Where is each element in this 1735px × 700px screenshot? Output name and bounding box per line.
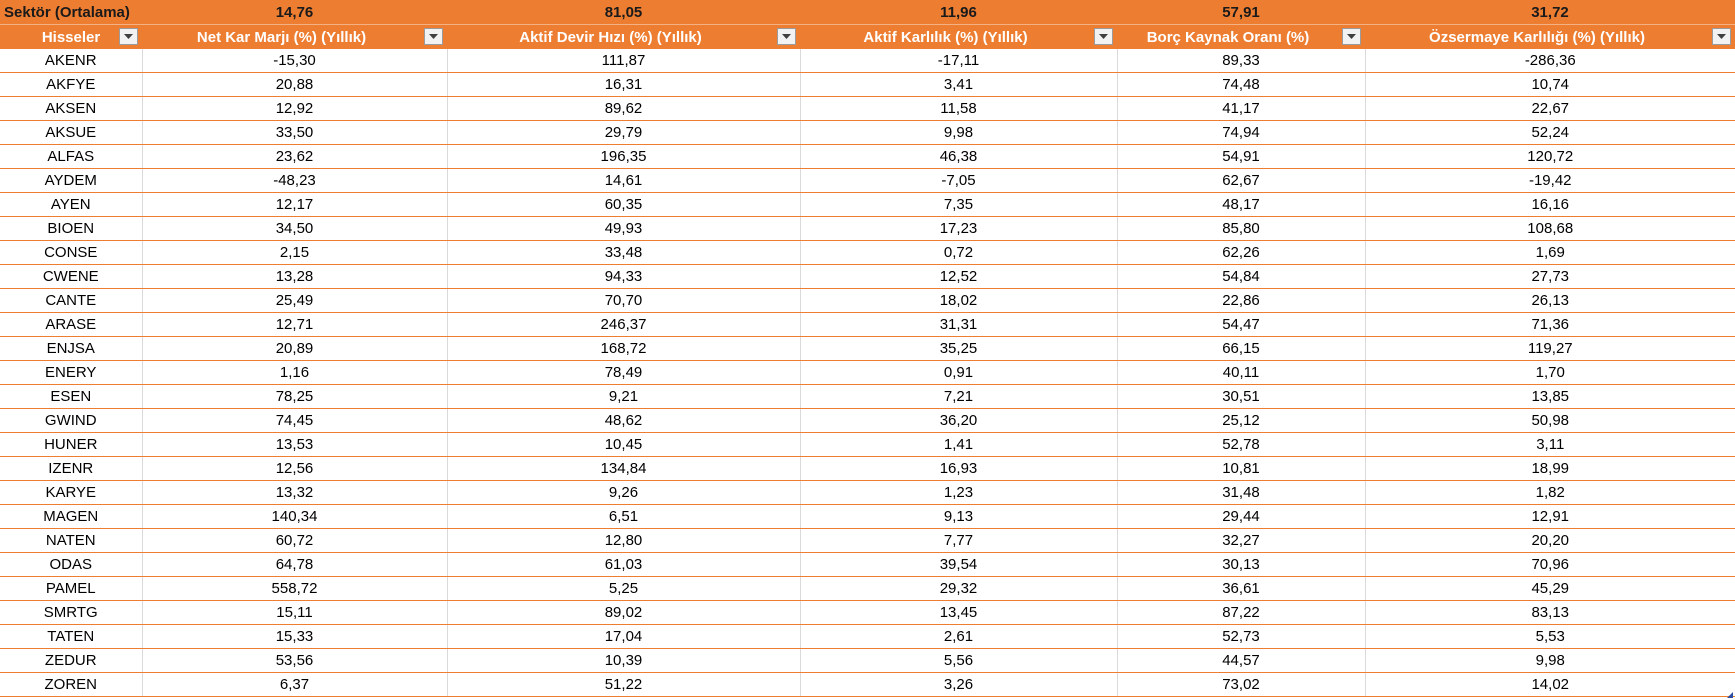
return-on-equity-cell[interactable]: 1,70 (1365, 361, 1735, 385)
asset-turnover-cell[interactable]: 6,51 (447, 505, 800, 529)
asset-turnover-cell[interactable]: 29,79 (447, 121, 800, 145)
return-on-assets-cell[interactable]: 3,41 (800, 73, 1117, 97)
net-profit-margin-cell[interactable]: 15,11 (142, 601, 447, 625)
return-on-equity-cell[interactable]: 1,82 (1365, 481, 1735, 505)
debt-ratio-cell[interactable]: 30,13 (1117, 553, 1365, 577)
ticker-cell[interactable]: ZEDUR (0, 649, 142, 673)
table-row (0, 193, 1735, 217)
net-profit-margin-cell[interactable]: 34,50 (142, 217, 447, 241)
ticker-cell[interactable]: ESEN (0, 385, 142, 409)
return-on-equity-cell[interactable]: 120,72 (1365, 145, 1735, 169)
header-debt-ratio[interactable] (1117, 25, 1365, 50)
return-on-equity-cell[interactable]: 108,68 (1365, 217, 1735, 241)
return-on-equity-cell[interactable]: 22,67 (1365, 97, 1735, 121)
table-row (0, 601, 1735, 625)
return-on-equity-cell[interactable]: 45,29 (1365, 577, 1735, 601)
net-profit-margin-cell[interactable]: 15,33 (142, 625, 447, 649)
asset-turnover-cell[interactable]: 94,33 (447, 265, 800, 289)
debt-ratio-cell[interactable]: 30,51 (1117, 385, 1365, 409)
table-row (0, 145, 1735, 169)
header-label: Borç Kaynak Oranı (%) (1146, 28, 1310, 46)
return-on-assets-cell[interactable]: 2,61 (800, 625, 1117, 649)
debt-ratio-cell[interactable]: 52,73 (1117, 625, 1365, 649)
return-on-assets-cell[interactable]: 9,13 (800, 505, 1117, 529)
net-profit-margin-cell[interactable]: 12,71 (142, 313, 447, 337)
ticker-cell[interactable]: AYEN (0, 193, 142, 217)
debt-ratio-cell[interactable]: 52,78 (1117, 433, 1365, 457)
table-row (0, 649, 1735, 673)
net-profit-margin-cell[interactable]: 1,16 (142, 361, 447, 385)
filter-dropdown-button[interactable] (1342, 28, 1361, 45)
asset-turnover-cell[interactable]: 9,26 (447, 481, 800, 505)
table-resize-handle-icon[interactable] (1727, 692, 1733, 698)
table-row (0, 337, 1735, 361)
net-profit-margin-cell[interactable]: 12,92 (142, 97, 447, 121)
return-on-assets-cell[interactable]: 11,58 (800, 97, 1117, 121)
table-row (0, 673, 1735, 697)
table-row (0, 289, 1735, 313)
ticker-cell[interactable]: ODAS (0, 553, 142, 577)
return-on-equity-cell[interactable]: 13,85 (1365, 385, 1735, 409)
dropdown-arrow-icon (1717, 34, 1726, 39)
return-on-equity-cell[interactable]: 71,36 (1365, 313, 1735, 337)
return-on-assets-cell[interactable]: 12,52 (800, 265, 1117, 289)
ticker-cell[interactable]: MAGEN (0, 505, 142, 529)
filter-dropdown-button[interactable] (424, 28, 443, 45)
return-on-assets-cell[interactable]: 9,98 (800, 121, 1117, 145)
asset-turnover-cell[interactable]: 134,84 (447, 457, 800, 481)
asset-turnover-cell[interactable]: 246,37 (447, 313, 800, 337)
return-on-equity-cell[interactable]: 119,27 (1365, 337, 1735, 361)
debt-ratio-cell[interactable]: 40,11 (1117, 361, 1365, 385)
asset-turnover-cell[interactable]: 89,62 (447, 97, 800, 121)
debt-ratio-cell[interactable]: 54,91 (1117, 145, 1365, 169)
ticker-cell[interactable]: ARASE (0, 313, 142, 337)
net-profit-margin-cell[interactable]: -48,23 (142, 169, 447, 193)
asset-turnover-cell[interactable]: 60,35 (447, 193, 800, 217)
debt-ratio-cell[interactable]: 32,27 (1117, 529, 1365, 553)
table-row (0, 49, 1735, 73)
table-row (0, 313, 1735, 337)
net-profit-margin-cell[interactable]: 6,37 (142, 673, 447, 697)
return-on-assets-cell[interactable]: 1,23 (800, 481, 1117, 505)
filter-dropdown-button[interactable] (1094, 28, 1113, 45)
table-row (0, 73, 1735, 97)
return-on-equity-cell[interactable]: 10,74 (1365, 73, 1735, 97)
header-hisseler[interactable] (0, 25, 142, 50)
sector-average-asset-turnover[interactable]: 81,05 (447, 0, 800, 25)
return-on-equity-cell[interactable]: 27,73 (1365, 265, 1735, 289)
header-return-on-equity[interactable] (1365, 25, 1735, 50)
ticker-cell[interactable]: GWIND (0, 409, 142, 433)
ticker-cell[interactable]: ENJSA (0, 337, 142, 361)
asset-turnover-cell[interactable]: 111,87 (447, 49, 800, 73)
return-on-assets-cell[interactable]: 17,23 (800, 217, 1117, 241)
return-on-assets-cell[interactable]: 31,31 (800, 313, 1117, 337)
debt-ratio-cell[interactable]: 87,22 (1117, 601, 1365, 625)
header-net-profit-margin[interactable] (142, 25, 447, 50)
return-on-assets-cell[interactable]: 29,32 (800, 577, 1117, 601)
asset-turnover-cell[interactable]: 10,39 (447, 649, 800, 673)
header-label: Aktif Karlılık (%) (Yıllık) (863, 28, 1028, 46)
return-on-assets-cell[interactable]: 0,72 (800, 241, 1117, 265)
asset-turnover-cell[interactable]: 33,48 (447, 241, 800, 265)
ticker-cell[interactable]: BIOEN (0, 217, 142, 241)
asset-turnover-cell[interactable]: 70,70 (447, 289, 800, 313)
return-on-equity-cell[interactable]: 20,20 (1365, 529, 1735, 553)
table-row (0, 265, 1735, 289)
header-label: Hisseler (41, 28, 101, 46)
net-profit-margin-cell[interactable]: 23,62 (142, 145, 447, 169)
net-profit-margin-cell[interactable]: 60,72 (142, 529, 447, 553)
table-row (0, 241, 1735, 265)
table-row (0, 97, 1735, 121)
ticker-cell[interactable]: AYDEM (0, 169, 142, 193)
sector-average-net-profit-margin[interactable]: 14,76 (142, 0, 447, 25)
net-profit-margin-cell[interactable]: 53,56 (142, 649, 447, 673)
asset-turnover-cell[interactable]: 17,04 (447, 625, 800, 649)
ticker-cell[interactable]: PAMEL (0, 577, 142, 601)
dropdown-arrow-icon (782, 34, 791, 39)
return-on-assets-cell[interactable]: 0,91 (800, 361, 1117, 385)
net-profit-margin-cell[interactable]: 33,50 (142, 121, 447, 145)
ticker-cell[interactable]: TATEN (0, 625, 142, 649)
debt-ratio-cell[interactable]: 89,33 (1117, 49, 1365, 73)
return-on-assets-cell[interactable]: -7,05 (800, 169, 1117, 193)
return-on-assets-cell[interactable]: 39,54 (800, 553, 1117, 577)
net-profit-margin-cell[interactable]: 140,34 (142, 505, 447, 529)
return-on-equity-cell[interactable]: 5,53 (1365, 625, 1735, 649)
header-label: Özsermaye Karlılığı (%) (Yıllık) (1429, 28, 1645, 46)
return-on-assets-cell[interactable]: 35,25 (800, 337, 1117, 361)
net-profit-margin-cell[interactable]: 13,53 (142, 433, 447, 457)
table-row (0, 457, 1735, 481)
debt-ratio-cell[interactable]: 74,94 (1117, 121, 1365, 145)
net-profit-margin-cell[interactable]: 12,17 (142, 193, 447, 217)
table-row (0, 409, 1735, 433)
filter-dropdown-button[interactable] (777, 28, 796, 45)
net-profit-margin-cell[interactable]: 25,49 (142, 289, 447, 313)
asset-turnover-cell[interactable]: 5,25 (447, 577, 800, 601)
return-on-equity-cell[interactable]: 12,91 (1365, 505, 1735, 529)
net-profit-margin-cell[interactable]: 12,56 (142, 457, 447, 481)
asset-turnover-cell[interactable]: 89,02 (447, 601, 800, 625)
return-on-equity-cell[interactable]: 1,69 (1365, 241, 1735, 265)
debt-ratio-cell[interactable]: 74,48 (1117, 73, 1365, 97)
header-label: Aktif Devir Hızı (%) (Yıllık) (519, 28, 702, 46)
debt-ratio-cell[interactable]: 62,67 (1117, 169, 1365, 193)
ticker-cell[interactable]: HUNER (0, 433, 142, 457)
table-row (0, 361, 1735, 385)
return-on-equity-cell[interactable]: 16,16 (1365, 193, 1735, 217)
return-on-equity-cell[interactable]: 18,99 (1365, 457, 1735, 481)
return-on-equity-cell[interactable]: 26,13 (1365, 289, 1735, 313)
debt-ratio-cell[interactable]: 10,81 (1117, 457, 1365, 481)
return-on-assets-cell[interactable]: 7,35 (800, 193, 1117, 217)
return-on-equity-cell[interactable]: 83,13 (1365, 601, 1735, 625)
debt-ratio-cell[interactable]: 48,17 (1117, 193, 1365, 217)
sector-average-label[interactable]: Sektör (Ortalama) (0, 0, 142, 25)
net-profit-margin-cell[interactable]: 2,15 (142, 241, 447, 265)
net-profit-margin-cell[interactable]: 20,89 (142, 337, 447, 361)
debt-ratio-cell[interactable]: 73,02 (1117, 673, 1365, 697)
debt-ratio-cell[interactable]: 44,57 (1117, 649, 1365, 673)
asset-turnover-cell[interactable]: 61,03 (447, 553, 800, 577)
filter-dropdown-button[interactable] (119, 28, 138, 45)
return-on-assets-cell[interactable]: -17,11 (800, 49, 1117, 73)
return-on-equity-cell[interactable]: 50,98 (1365, 409, 1735, 433)
table-row (0, 385, 1735, 409)
asset-turnover-cell[interactable]: 168,72 (447, 337, 800, 361)
net-profit-margin-cell[interactable]: 13,32 (142, 481, 447, 505)
ticker-cell[interactable]: ALFAS (0, 145, 142, 169)
dropdown-arrow-icon (124, 34, 133, 39)
table-row (0, 505, 1735, 529)
asset-turnover-cell[interactable]: 196,35 (447, 145, 800, 169)
return-on-assets-cell[interactable]: 7,21 (800, 385, 1117, 409)
net-profit-margin-cell[interactable]: 20,88 (142, 73, 447, 97)
net-profit-margin-cell[interactable]: -15,30 (142, 49, 447, 73)
sector-average-row (0, 0, 1735, 25)
dropdown-arrow-icon (1347, 34, 1356, 39)
asset-turnover-cell[interactable]: 10,45 (447, 433, 800, 457)
debt-ratio-cell[interactable]: 85,80 (1117, 217, 1365, 241)
ticker-cell[interactable]: NATEN (0, 529, 142, 553)
ticker-cell[interactable]: AKSEN (0, 97, 142, 121)
net-profit-margin-cell[interactable]: 13,28 (142, 265, 447, 289)
return-on-equity-cell[interactable]: 14,02 (1365, 673, 1735, 697)
return-on-equity-cell[interactable]: -286,36 (1365, 49, 1735, 73)
dropdown-arrow-icon (429, 34, 438, 39)
return-on-assets-cell[interactable]: 1,41 (800, 433, 1117, 457)
return-on-equity-cell[interactable]: 52,24 (1365, 121, 1735, 145)
ticker-cell[interactable]: CWENE (0, 265, 142, 289)
column-header-row (0, 25, 1735, 50)
return-on-equity-cell[interactable]: -19,42 (1365, 169, 1735, 193)
sector-average-debt-ratio[interactable]: 57,91 (1117, 0, 1365, 25)
ticker-cell[interactable]: AKFYE (0, 73, 142, 97)
ticker-cell[interactable]: KARYE (0, 481, 142, 505)
table-row (0, 529, 1735, 553)
debt-ratio-cell[interactable]: 62,26 (1117, 241, 1365, 265)
ticker-cell[interactable]: AKSUE (0, 121, 142, 145)
asset-turnover-cell[interactable]: 51,22 (447, 673, 800, 697)
ticker-cell[interactable]: CANTE (0, 289, 142, 313)
net-profit-margin-cell[interactable]: 64,78 (142, 553, 447, 577)
sector-average-return-on-assets[interactable]: 11,96 (800, 0, 1117, 25)
debt-ratio-cell[interactable]: 31,48 (1117, 481, 1365, 505)
return-on-assets-cell[interactable]: 16,93 (800, 457, 1117, 481)
ticker-cell[interactable]: ZOREN (0, 673, 142, 697)
net-profit-margin-cell[interactable]: 74,45 (142, 409, 447, 433)
filter-dropdown-button[interactable] (1712, 28, 1731, 45)
header-return-on-assets[interactable] (800, 25, 1117, 50)
return-on-assets-cell[interactable]: 3,26 (800, 673, 1117, 697)
net-profit-margin-cell[interactable]: 78,25 (142, 385, 447, 409)
header-label: Net Kar Marjı (%) (Yıllık) (196, 28, 367, 46)
return-on-assets-cell[interactable]: 5,56 (800, 649, 1117, 673)
asset-turnover-cell[interactable]: 78,49 (447, 361, 800, 385)
debt-ratio-cell[interactable]: 54,84 (1117, 265, 1365, 289)
asset-turnover-cell[interactable]: 49,93 (447, 217, 800, 241)
net-profit-margin-cell[interactable]: 558,72 (142, 577, 447, 601)
dropdown-arrow-icon (1099, 34, 1108, 39)
debt-ratio-cell[interactable]: 25,12 (1117, 409, 1365, 433)
return-on-assets-cell[interactable]: 7,77 (800, 529, 1117, 553)
ticker-cell[interactable]: CONSE (0, 241, 142, 265)
return-on-assets-cell[interactable]: 36,20 (800, 409, 1117, 433)
asset-turnover-cell[interactable]: 12,80 (447, 529, 800, 553)
header-asset-turnover[interactable] (447, 25, 800, 50)
asset-turnover-cell[interactable]: 14,61 (447, 169, 800, 193)
return-on-assets-cell[interactable]: 13,45 (800, 601, 1117, 625)
return-on-equity-cell[interactable]: 9,98 (1365, 649, 1735, 673)
table-row (0, 577, 1735, 601)
debt-ratio-cell[interactable]: 22,86 (1117, 289, 1365, 313)
ticker-cell[interactable]: IZENR (0, 457, 142, 481)
ticker-cell[interactable]: SMRTG (0, 601, 142, 625)
sector-average-return-on-equity[interactable]: 31,72 (1365, 0, 1735, 25)
table-row (0, 433, 1735, 457)
table-row (0, 169, 1735, 193)
table-row (0, 121, 1735, 145)
asset-turnover-cell[interactable]: 16,31 (447, 73, 800, 97)
table-row (0, 625, 1735, 649)
return-on-equity-cell[interactable]: 70,96 (1365, 553, 1735, 577)
debt-ratio-cell[interactable]: 36,61 (1117, 577, 1365, 601)
ticker-cell[interactable]: ENERY (0, 361, 142, 385)
debt-ratio-cell[interactable]: 54,47 (1117, 313, 1365, 337)
debt-ratio-cell[interactable]: 66,15 (1117, 337, 1365, 361)
table-row (0, 481, 1735, 505)
table-row (0, 553, 1735, 577)
asset-turnover-cell[interactable]: 9,21 (447, 385, 800, 409)
return-on-equity-cell[interactable]: 3,11 (1365, 433, 1735, 457)
return-on-assets-cell[interactable]: 18,02 (800, 289, 1117, 313)
debt-ratio-cell[interactable]: 41,17 (1117, 97, 1365, 121)
return-on-assets-cell[interactable]: 46,38 (800, 145, 1117, 169)
table-row (0, 217, 1735, 241)
ticker-cell[interactable]: AKENR (0, 49, 142, 73)
debt-ratio-cell[interactable]: 29,44 (1117, 505, 1365, 529)
asset-turnover-cell[interactable]: 48,62 (447, 409, 800, 433)
